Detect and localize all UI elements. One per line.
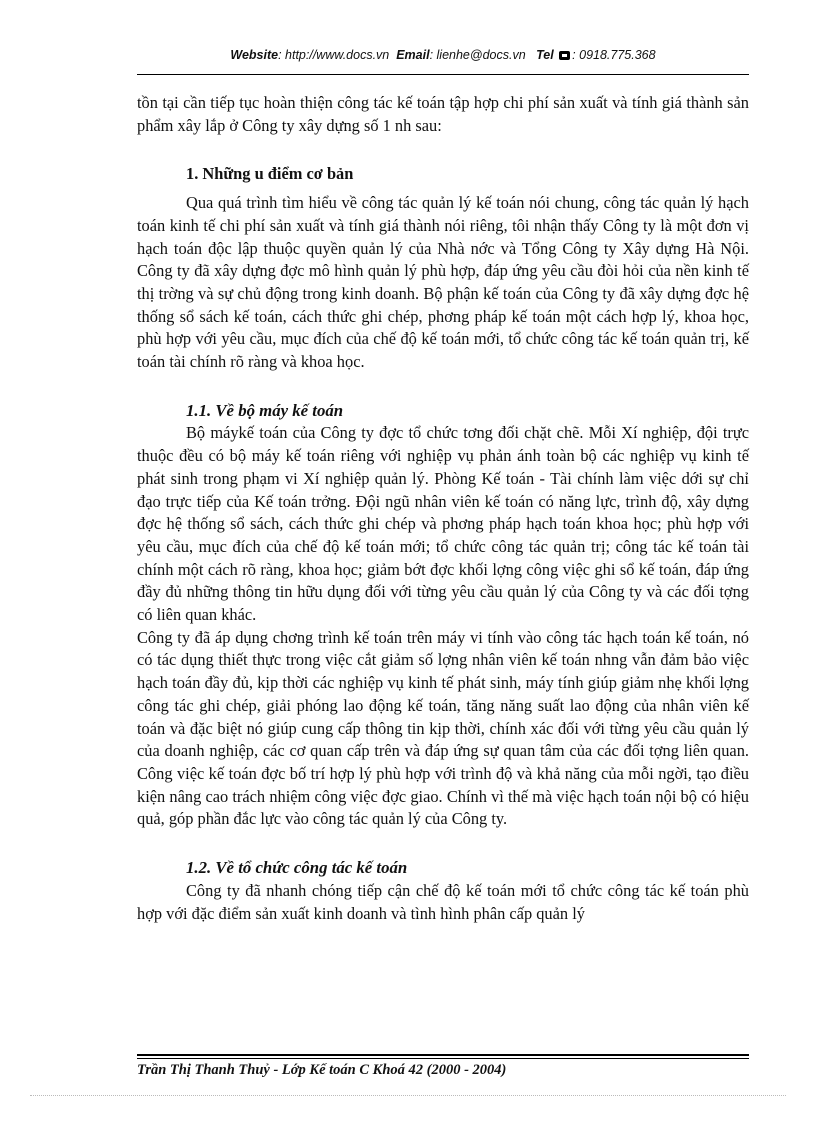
section-1-paragraph: Qua quá trình tìm hiểu về công tác quản lý kế toán nói chung, công tác quản lý hạch toán kinh tế chi phí sản xuất và tính giá thành nói riêng, tôi nhận thấy Công ty là một đơn vị hạch toán độc lập thuộc quyền quản lý của Nhà nớc và Tổng Công ty Xây dựng Hà Nội. Công ty đã xây dựng đợc mô hình quản lý phù hợp, đáp ứng yêu cầu đòi hỏi của nền kinh tế thị trờng và sự chủ động trong kinh doanh. Bộ phận kế toán của Công ty đã xây dựng đợc hệ thống sổ sách kế toán, cách thức ghi chép, phơng pháp kế toán một cách hợp lý, khoa học, phù hợp với yêu cầu, mục đích của chế độ kế toán mới, tổ chức công tác kế toán quản trị, kế toán tài chính rõ ràng và khoa học. (137, 193, 749, 372)
phone-icon (559, 51, 570, 60)
section-1-heading: 1. Những u điểm cơ bản (186, 164, 354, 184)
website-value: : http://www.docs.vn (278, 48, 390, 62)
page-header (137, 44, 749, 75)
section-1-1-paragraph-1: Bộ máykế toán của Công ty đợc tổ chức tơng đối chặt chẽ. Mỗi Xí nghiệp, đội trực thuộc đều có bộ máy kế toán riêng với nghiệp vụ phản ánh toàn bộ các nghiệp vụ kinh tế phát sinh trong phạm vi Xí nghiệp quản lý. Phòng Kế toán - Tài chính làm việc dới sự chỉ đạo trực tiếp của Kế toán trởng. Đội ngũ nhân viên kế toán có năng lực, trình độ, xây dựng đợc hệ thống sổ sách, cách thức ghi chép và phơng pháp hạch toán khoa học; phù hợp với yêu cầu, mục đích của chế độ kế toán mới; tổ chức công tác quản trị; công tác kế toán tài chính một cách rõ ràng, khoa học; giảm bớt đợc khối lợng công việc ghi sổ kế toán, đáp ứng đầy đủ những thông tin hữu dụng đối với từng yêu cầu quản lý của Công ty và các đối tợng có liên quan khác. (137, 423, 749, 625)
section-1-1-heading: 1.1. Về bộ máy kế toán (186, 400, 344, 420)
page-edge-divider (30, 1095, 786, 1096)
document-body (137, 92, 749, 925)
website-label: Website (230, 48, 279, 62)
tel-value: : 0918.775.368 (572, 48, 656, 62)
email-label: Email (396, 48, 430, 62)
email-value: : lienhe@docs.vn (429, 48, 526, 62)
section-1-2-heading: 1.2. Về tổ chức công tác kế toán (186, 858, 408, 878)
footer-rule-thick (137, 1054, 749, 1056)
intro-paragraph: tồn tại cần tiếp tục hoàn thiện công tác kế toán tập hợp chi phí sản xuất và tính giá thành sản phẩm xây lắp ở Công ty xây dựng số 1 nh sau: (137, 93, 749, 135)
tel-label: Tel (536, 48, 554, 62)
section-1-2-paragraph: Công ty đã nhanh chóng tiếp cận chế độ kế toán mới tổ chức công tác kế toán phù hợp với đặc điểm sản xuất kinh doanh và tình hình phân cấp quản lý (137, 880, 749, 923)
section-1-1-paragraph-2: Công ty đã áp dụng chơng trình kế toán trên máy vi tính vào công tác hạch toán kế toán, nó có tác dụng thiết thực trong việc cắt giảm số lợng nhân viên kế toán nhng vẫn đảm bảo việc hạch toán đầy đủ, kịp thời các nghiệp vụ kinh tế phát sinh, máy tính giúp giảm nhẹ khối lợng công tác ghi chép, giải phóng lao động kế toán, tăng năng suất lao động của nhân viên kế toán và đặc biệt nó giúp cung cấp thông tin kịp thời, chính xác đối với từng yêu cầu quản lý của doanh nghiệp, các cơ quan cấp trên và đáp ứng sự quan tâm của các đối tợng liên quan. Công việc kế toán đợc bố trí hợp lý phù hợp với trình độ và khả năng của mỗi ngời, tạo điều kiện nâng cao trách nhiệm công việc đợc giao. Chính vì thế mà việc hạch toán nội bộ có hiệu quả, góp phần đắc lực vào công tác quản lý của Công ty. (137, 627, 749, 829)
page-footer: Trần Thị Thanh Thuỷ - Lớp Kế toán C Khoá 42 (2000 - 2004) (137, 1062, 507, 1078)
